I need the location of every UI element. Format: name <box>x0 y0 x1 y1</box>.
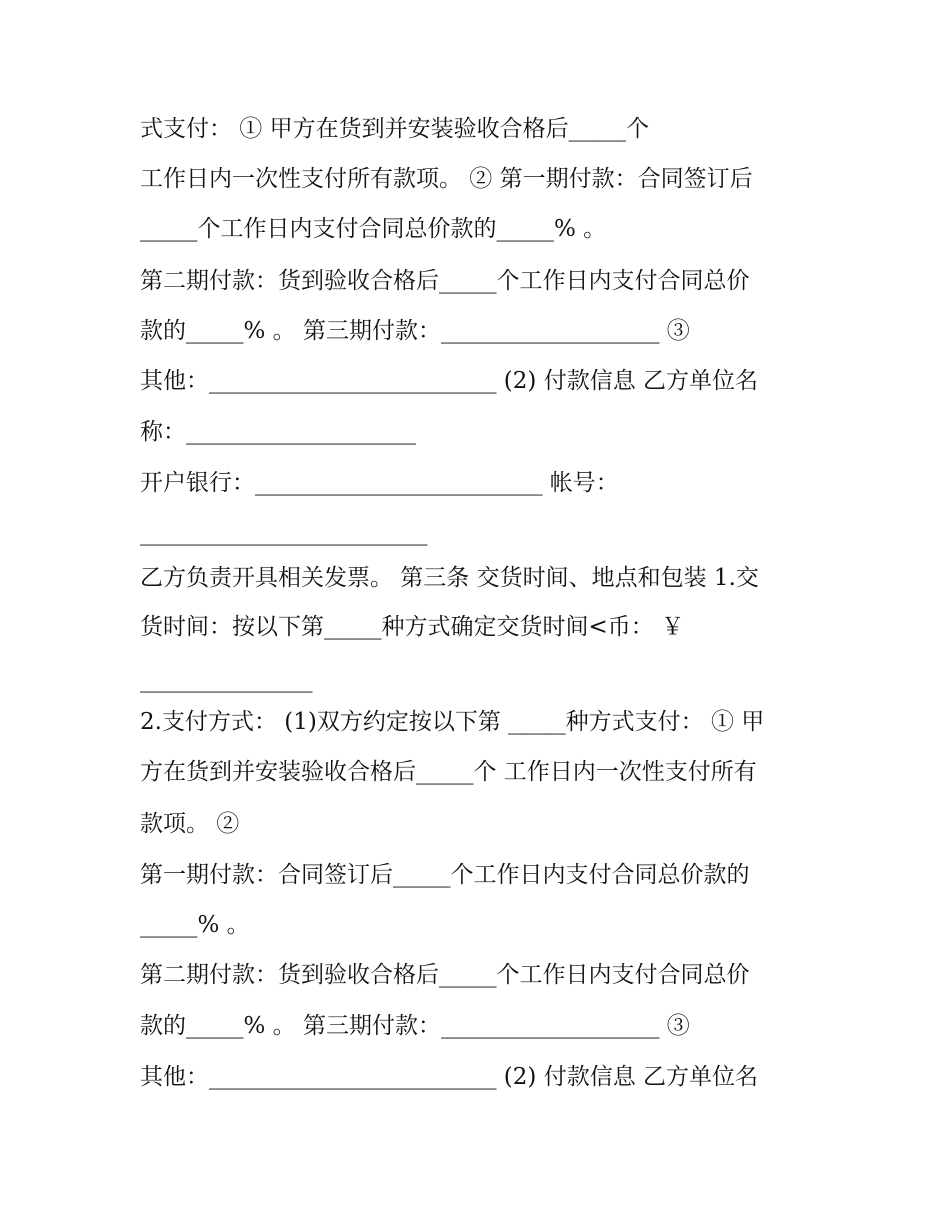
text-line-12: _______________ <box>140 667 313 693</box>
text-line-13: 2.支付方式： (1)双方约定按以下第 _____种方式支付： ① 甲 <box>140 709 765 735</box>
text-line-4: 第二期付款：货到验收合格后_____个工作日内支付合同总价 <box>140 268 750 294</box>
text-line-19: 款的_____% 。 第三期付款：___________________ ③ <box>140 1013 690 1039</box>
text-line-10: 乙方负责开具相关发票。 第三条 交货时间、地点和包装 1.交 <box>140 565 759 591</box>
text-line-11: 货时间：按以下第_____种方式确定交货时间<币： ￥ <box>140 614 685 640</box>
text-line-2: 工作日内一次性支付所有款项。 ② 第一期付款：合同签订后 <box>140 166 753 192</box>
text-line-17: _____% 。 <box>140 912 250 938</box>
text-line-9: _________________________ <box>140 520 428 546</box>
text-line-8: 开户银行：_________________________ 帐号： <box>140 470 619 496</box>
text-line-18: 第二期付款：货到验收合格后_____个工作日内支付合同总价 <box>140 962 750 988</box>
text-line-15: 款项。 ② <box>140 811 240 837</box>
text-line-1: 式支付： ① 甲方在货到并安装验收合格后_____个 <box>140 116 650 142</box>
text-line-14: 方在货到并安装验收合格后_____个 工作日内一次性支付所有 <box>140 759 757 785</box>
text-line-3: _____个工作日内支付合同总价款的_____% 。 <box>140 216 607 242</box>
text-line-5: 款的_____% 。 第三期付款：___________________ ③ <box>140 318 690 344</box>
text-line-7: 称：____________________ <box>140 419 416 445</box>
text-line-20: 其他：_________________________ (2) 付款信息 乙方单位名 <box>140 1064 759 1090</box>
text-line-6: 其他：_________________________ (2) 付款信息 乙方单位名 <box>140 368 759 394</box>
text-line-16: 第一期付款：合同签订后_____个工作日内支付合同总价款的 <box>140 862 750 888</box>
